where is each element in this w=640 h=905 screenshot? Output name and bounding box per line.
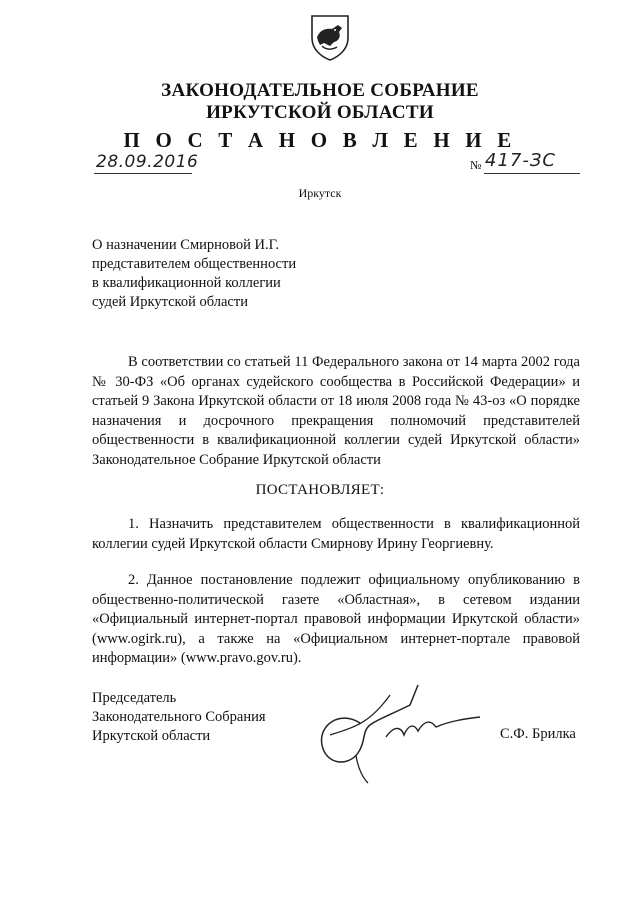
- number-underline: [484, 173, 580, 174]
- organization-name-line1: ЗАКОНОДАТЕЛЬНОЕ СОБРАНИЕ: [161, 80, 479, 101]
- signatory-title-line2: Законодательного Собрания: [92, 709, 266, 725]
- date-underline: [94, 173, 192, 174]
- handwritten-signature: [300, 675, 500, 785]
- signatory-title-line3: Иркутской области: [92, 728, 211, 744]
- document-subject: О назначении Смирновой И.Г. представителем общественности в квалификационной коллегии судей Иркутской области: [92, 237, 297, 310]
- preamble-paragraph: В соответствии со статьей 11 Федерального закона от 14 марта 2002 года № 30-ФЗ «Об органах судейского сообщества в Российской Федерации» и статьей 9 Закона Иркутской области от 18 июля 2008 года № 43-оз «О порядке назначения и досрочного прекращения полномочий представителей общественности в квалификационной коллегии судей Иркутской области» Законодательное Собрание Иркутской области: [92, 354, 580, 468]
- resolves-heading: ПОСТАНОВЛЯЕТ:: [255, 482, 385, 498]
- document-number: 417-ЗС: [485, 150, 556, 171]
- document-type-title: П О С Т А Н О В Л Е Н И Е: [123, 128, 517, 152]
- city-name: Иркутск: [298, 186, 342, 200]
- signatory-title-line1: Председатель: [92, 690, 177, 706]
- item-2-paragraph: 2. Данное постановление подлежит официальному опубликованию в общественно-политической газете «Областная», в сетевом издании «Официальный интернет-портал правовой информации Иркутской области» (www.ogirk.ru), а также на «Официальном интернет-портале правовой информации» (www.pravo.gov.ru).: [92, 572, 580, 666]
- signatory-title: [92, 689, 266, 746]
- number-label: №: [470, 158, 482, 172]
- item-1-paragraph: 1. Назначить представителем общественности в квалификационной коллегии судей Иркутской области Смирнову Ирину Георгиевну.: [92, 516, 580, 552]
- irkutsk-coat-of-arms-icon: [308, 12, 352, 62]
- signatory-name: С.Ф. Брилка: [500, 726, 576, 742]
- organization-name-line2: ИРКУТСКОЙ ОБЛАСТИ: [206, 102, 434, 123]
- document-date: 28.09.2016: [96, 152, 199, 172]
